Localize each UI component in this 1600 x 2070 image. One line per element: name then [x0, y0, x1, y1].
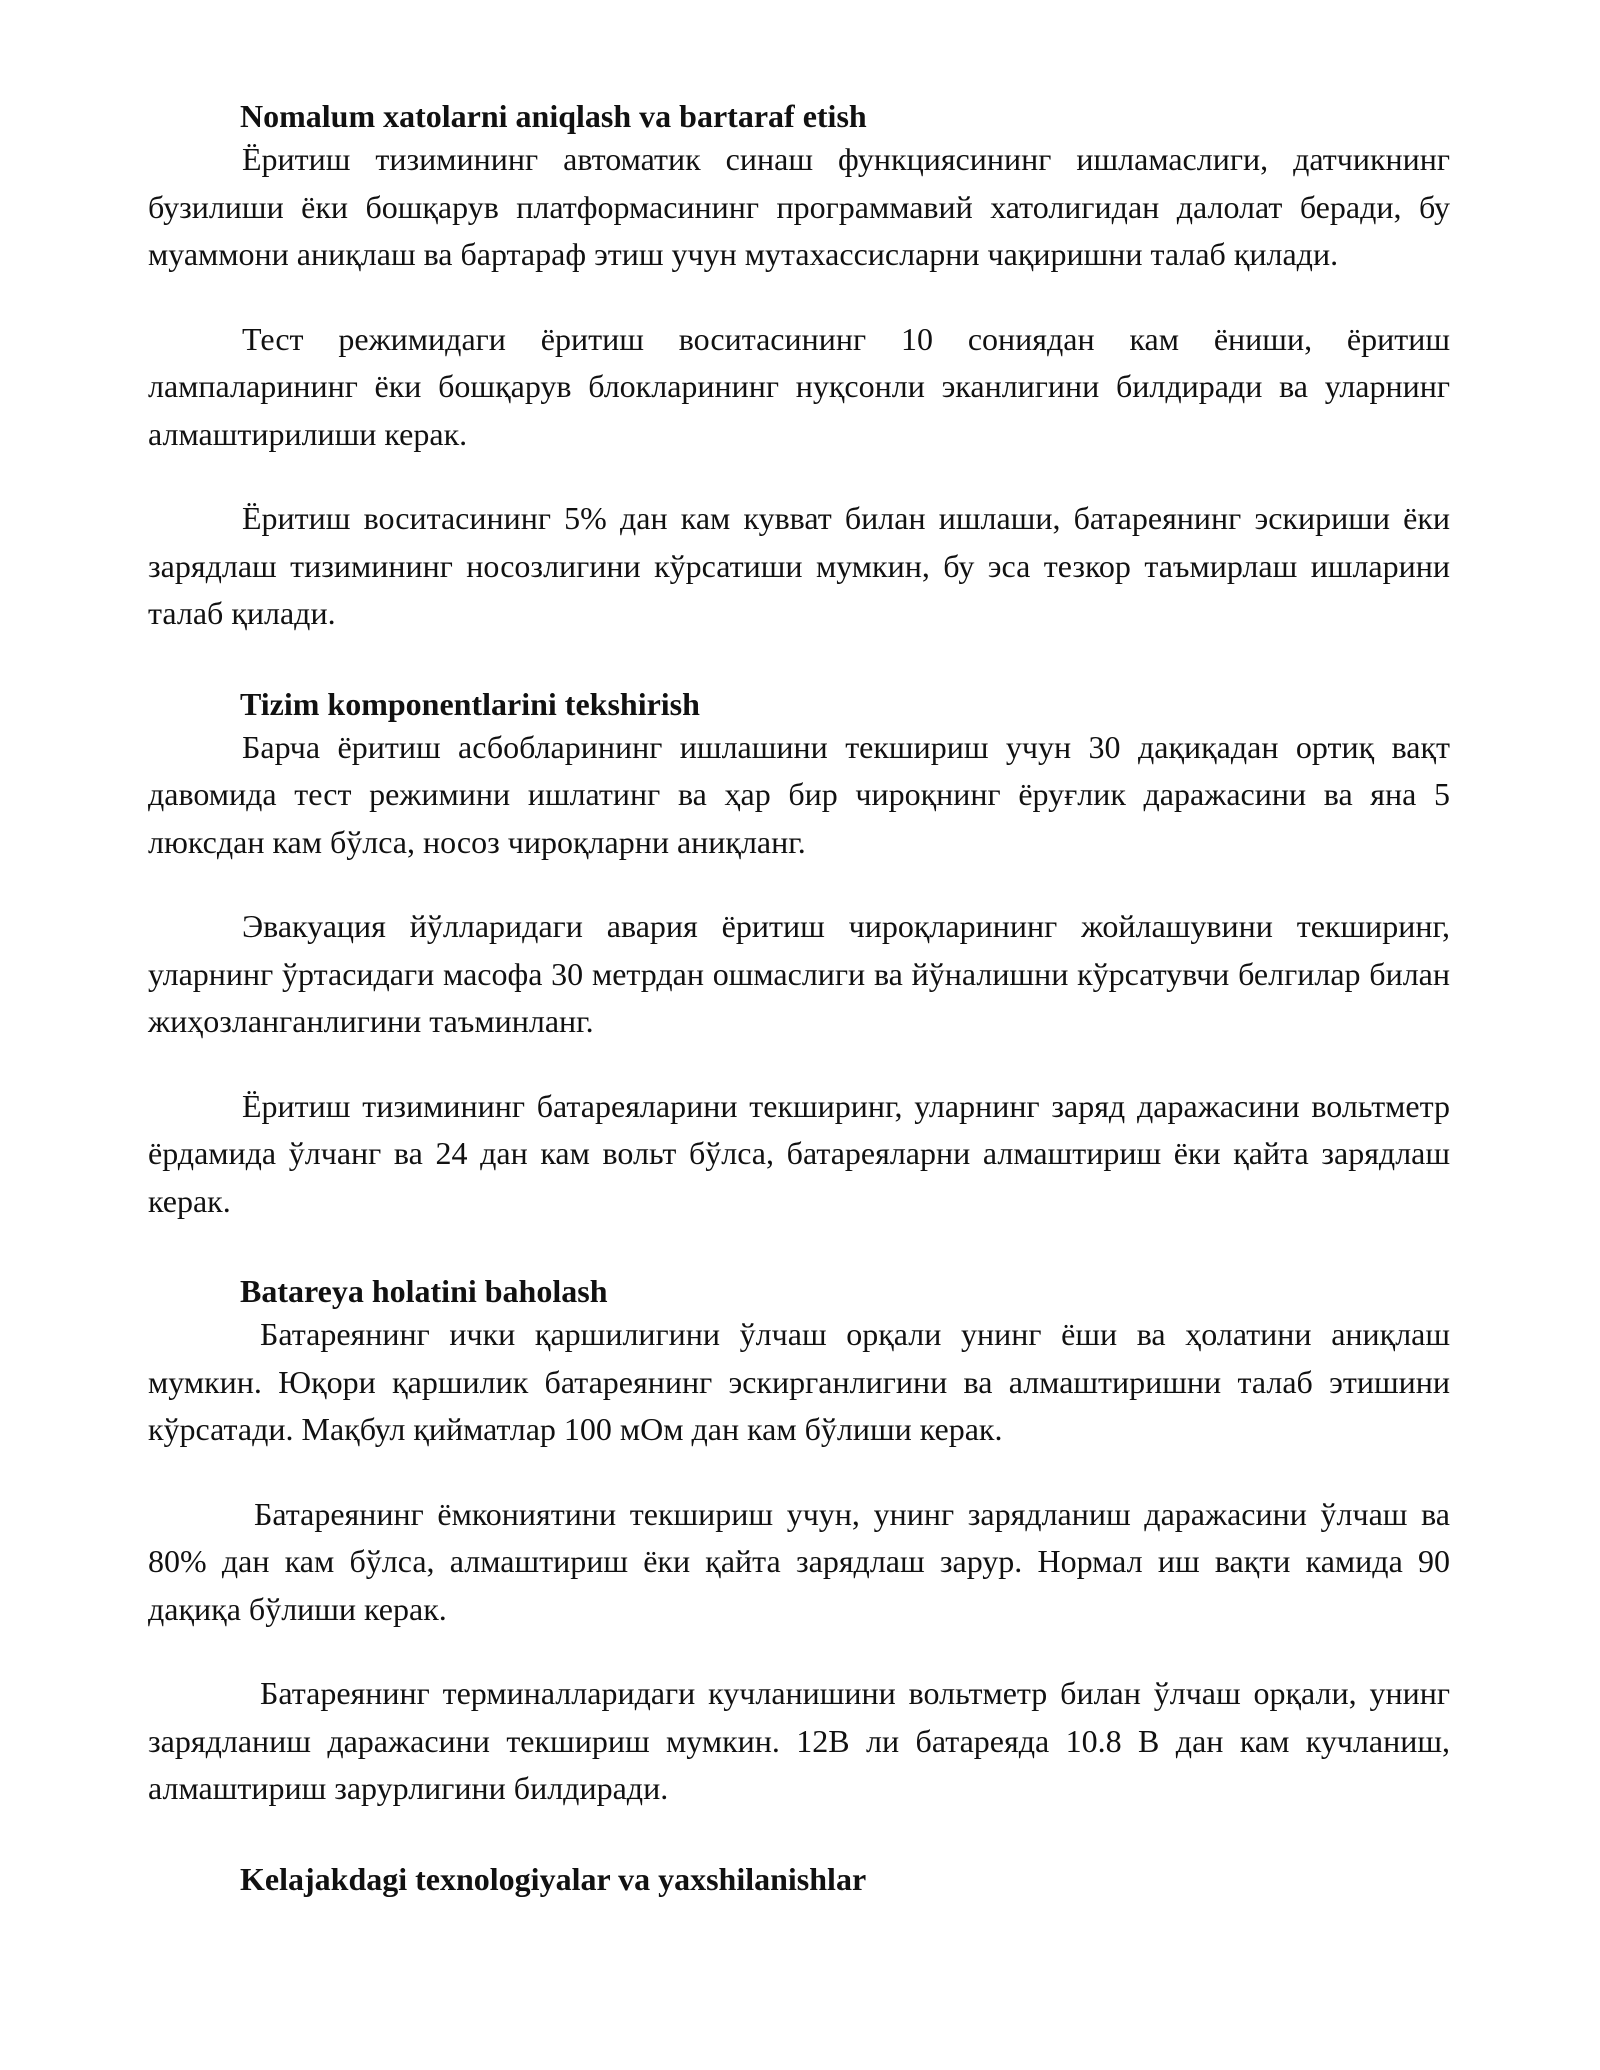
paragraph: Эвакуация йўлларидаги авария ёритиш чироқларининг жойлашувини текширинг, уларнинг ўртасидаги масофа 30 метрдан ошмаслиги ва йўналишни кўрсатувчи белгилар билан жиҳозланганлигини таъминланг.: [148, 908, 1450, 1039]
paragraph: Ёритиш воситасининг 5% дан кам кувват билан ишлаши, батареянинг эскириши ёки зарядлаш тизимининг носозлигини кўрсатиши мумкин, бу эса тезкор таъмирлаш ишларини талаб қилади.: [148, 500, 1450, 631]
paragraph: Ёритиш тизимининг автоматик синаш функциясининг ишламаслиги, датчикнинг бузилиши ёки бошқарув платформасининг программавий хатолигидан далолат беради, бу муаммони аниқлаш ва бартараф этиш учун мутахассисларни чақиришни талаб қилади.: [148, 141, 1450, 272]
section-heading-component-check: Tizim komponentlarini tekshirish: [240, 685, 700, 722]
document-page: [148, 96, 1450, 1899]
paragraph: Барча ёритиш асбобларининг ишлашини текшириш учун 30 дақиқадан ортиқ вақт давомида тест режимини ишлатинг ва ҳар бир чироқнинг ёруғлик даражасини ва яна 5 люксдан кам бўлса, носоз чироқларни аниқланг.: [148, 728, 1450, 860]
section-heading-battery-assessment: Batareya holatini baholash: [240, 1273, 608, 1309]
paragraph: Батареянинг ички қаршилигини ўлчаш орқали унинг ёши ва ҳолатини аниқлаш мумкин. Юқори қаршилик батареянинг эскирганлигини ва алмаштиришни талаб этишини кўрсатади. Мақбул қийматлар 100 мОм дан кам бўлиши керак.: [148, 1316, 1450, 1447]
paragraph: Ёритиш тизимининг батареяларини текширинг, уларнинг заряд даражасини вольтметр ёрдамида ўлчанг ва 24 дан кам вольт бўлса, батареяларни алмаштириш ёки қайта зарядлаш керак.: [148, 1087, 1450, 1219]
paragraph: Батареянинг терминалларидаги кучланишини вольтметр билан ўлчаш орқали, унинг зарядланиш даражасини текшириш мумкин. 12В ли батареяда 10.8 В дан кам кучланиш, алмаштириш зарурлигини билдиради.: [148, 1675, 1450, 1806]
paragraph: Тест режимидаги ёритиш воситасининг 10 сониядан кам ёниши, ёритиш лампаларининг ёки бошқарув блокларининг нуқсонли эканлигини билдиради ва уларнинг алмаштирилиши керак.: [148, 320, 1450, 452]
section-heading-error-detection: Nomalum xatolarni aniqlash va bartaraf etish: [240, 98, 867, 134]
section-heading-future-tech: Kelajakdagi texnologiyalar va yaxshilanishlar: [240, 1860, 867, 1897]
paragraph: Батареянинг ёмкониятини текшириш учун, унинг зарядланиш даражасини ўлчаш ва 80% дан кам бўлса, алмаштириш ёки қайта зарядлаш зарур. Нормал иш вақти камида 90 дақиқа бўлиши керак.: [148, 1495, 1450, 1627]
